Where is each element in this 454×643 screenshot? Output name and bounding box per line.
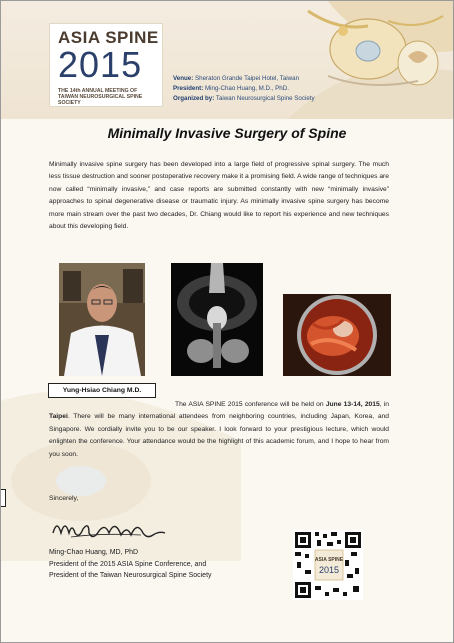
surgical-view-photo: [283, 294, 391, 376]
logo-subtitle-line2: TAIWAN NEUROSURGICAL SPINE SOCIETY: [58, 94, 143, 106]
handwritten-signature: [49, 511, 173, 543]
closing-text: Sincerely,: [49, 495, 79, 502]
invitation-text-part2: , in: [379, 401, 389, 408]
signatory-role1: President of the 2015 ASIA Spine Conference, and: [49, 560, 207, 568]
president-label: President:: [173, 85, 204, 92]
invitation-text-part1: The ASIA SPINE 2015 conference will be held on: [175, 401, 326, 408]
organizer-value: Taiwan Neurosurgical Spine Society: [215, 95, 315, 102]
doctor-portrait-photo: [59, 263, 145, 376]
intro-paragraph: Minimally invasive spine surgery has been developed into a large field of progressive spinal surgery. The much less tissue destruction and sooner postoperative recovery make it a promising field. A wide range of techniques are now called “minimally invasive,” and case reports are submitted constantly with new “minimally invasive” approaches to spinal degenerative disease or traumatic injury. As minimally invasive spine surgery has become more main stream over the past two decades, Dr. Chiang would like to report his experience and new techniques about this developing field.: [49, 161, 389, 231]
photo-caption: Yung-Hsiao Chiang M.D.: [48, 383, 156, 398]
invitation-paragraph: [49, 399, 389, 461]
invitation-text-part3: . There will be many international attendees from neighboring countries, including Japan, Korea, and Singapore. We cordially invite you to be our speaker. I look forward to your prestigious lecture, which would enlighten the conference. Your attendance would be the highlight of this academic forum, and I hope to hear from you soon.: [49, 413, 389, 458]
xray-image: [171, 263, 263, 376]
venue-label: Venue:: [173, 75, 194, 82]
logo-title: ASIA SPINE: [58, 28, 159, 47]
signatory-block: [49, 547, 212, 582]
signatory-name: Ming-Chao Huang, MD, PhD: [49, 549, 139, 556]
qr-logo-year: 2015: [318, 565, 340, 575]
asia-spine-logo: [49, 23, 163, 107]
venue-value: Sheraton Grande Taipei Hotel, Taiwan: [195, 75, 300, 82]
conference-city: Taipei: [49, 413, 68, 421]
logo-subtitle: [58, 88, 162, 106]
page-title: Minimally Invasive Surgery of Spine: [107, 125, 347, 141]
event-details: [173, 74, 315, 104]
margin-marker: [1, 489, 6, 507]
qr-logo-title: ASIA SPINE: [314, 557, 344, 563]
header-banner: [1, 1, 453, 119]
logo-year: 2015: [58, 44, 143, 85]
qr-code: [293, 530, 363, 600]
president-value: Ming-Chao Huang, M.D., PhD.: [205, 85, 289, 92]
conference-date: June 13-14, 2015: [325, 401, 380, 408]
organizer-label: Organized by:: [173, 95, 215, 102]
logo-subtitle-line1: THE 14th ANNUAL MEETING OF: [58, 88, 138, 94]
signatory-role2: President of the Taiwan Neurosurgical Spine Society: [49, 572, 212, 580]
